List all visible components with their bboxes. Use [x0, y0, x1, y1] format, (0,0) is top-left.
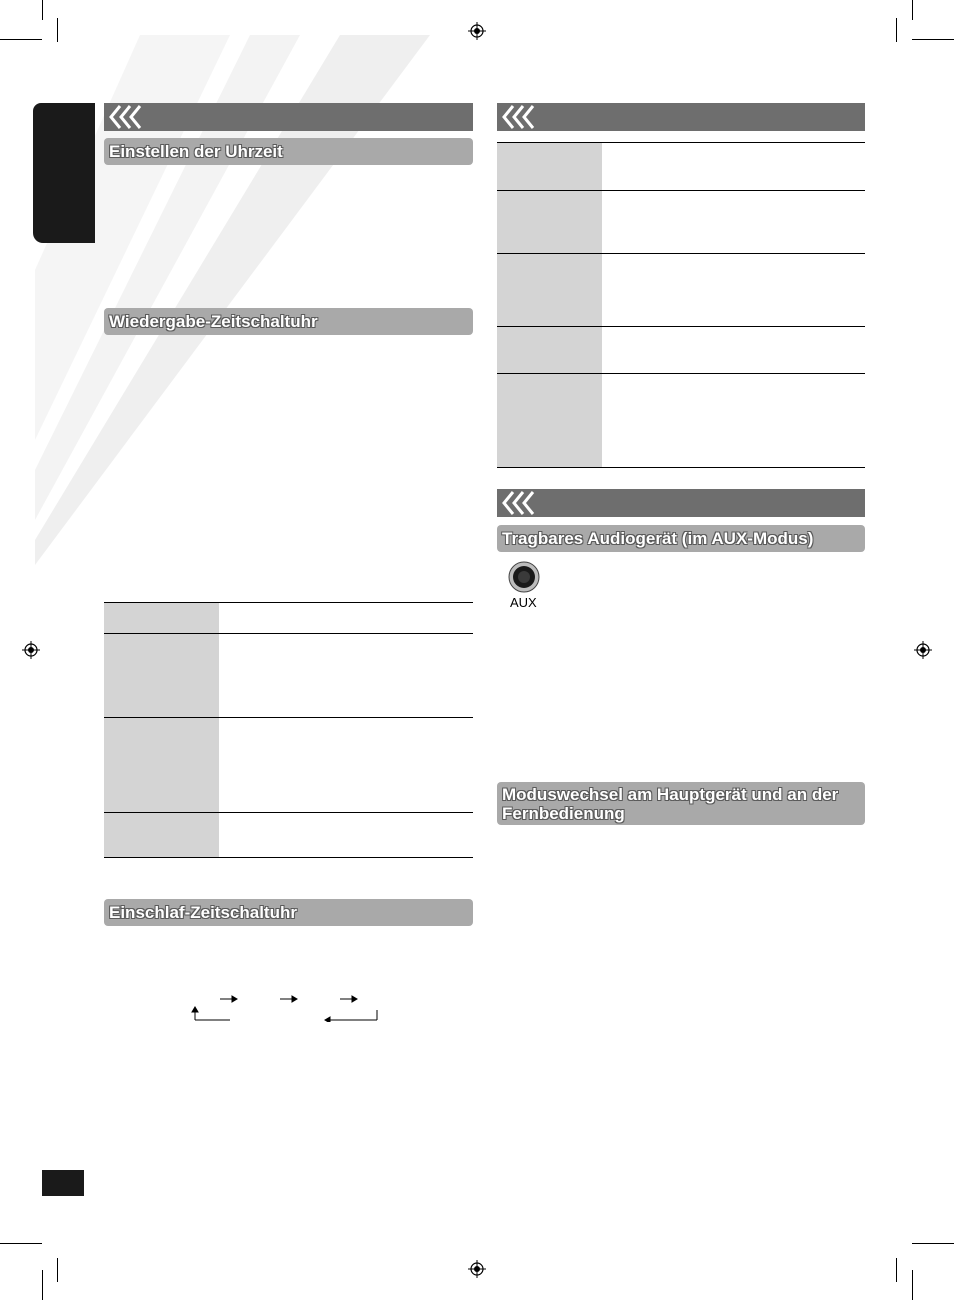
table-cell	[497, 374, 602, 468]
page-number-box	[42, 1170, 84, 1196]
sub-heading-portable-audio: Tragbares Audiogerät (im AUX-Modus)	[497, 525, 865, 552]
section-header-bar	[104, 103, 473, 131]
table-cell	[497, 143, 602, 191]
sub-heading-play-timer: Wiedergabe-Zeitschaltuhr	[104, 308, 473, 335]
aux-jack-icon	[508, 561, 540, 593]
cycle-arrows-diagram	[190, 992, 385, 1022]
crop-mark	[42, 0, 43, 20]
right-table	[497, 142, 865, 468]
table-row	[104, 812, 473, 858]
registration-mark-icon	[914, 641, 932, 659]
table-row	[104, 633, 473, 718]
table-row	[497, 373, 865, 468]
registration-mark-icon	[22, 641, 40, 659]
table-row	[497, 142, 865, 191]
table-cell	[497, 327, 602, 374]
crop-mark	[896, 18, 897, 42]
chevron-left-triple-icon	[501, 489, 541, 517]
table-bottom-rule	[497, 467, 865, 468]
table-cell	[104, 634, 219, 718]
table-row	[104, 602, 473, 634]
registration-mark-icon	[468, 1260, 486, 1278]
crop-mark	[0, 39, 42, 40]
table-cell	[497, 254, 602, 327]
registration-mark-icon	[468, 22, 486, 40]
table-row	[497, 253, 865, 327]
table-row	[104, 717, 473, 813]
crop-mark	[0, 1243, 42, 1244]
crop-mark	[912, 1243, 954, 1244]
table-cell	[104, 718, 219, 813]
crop-mark	[912, 39, 954, 40]
crop-mark	[42, 1270, 43, 1300]
aux-label: AUX	[510, 595, 537, 610]
table-cell	[104, 813, 219, 858]
crop-mark	[912, 0, 913, 20]
table-cell	[104, 603, 219, 634]
table-cell	[497, 191, 602, 254]
section-header-bar	[497, 489, 865, 517]
sub-heading-mode-switch: Moduswechsel am Hauptgerät und an der Fernbedienung	[497, 782, 865, 825]
crop-mark	[57, 18, 58, 42]
crop-mark	[896, 1258, 897, 1282]
sub-heading-clock: Einstellen der Uhrzeit	[104, 138, 473, 165]
left-table	[104, 602, 473, 858]
table-row	[497, 190, 865, 254]
table-row	[497, 326, 865, 374]
crop-mark	[57, 1258, 58, 1282]
language-side-tab	[33, 103, 95, 243]
section-header-bar	[497, 103, 865, 131]
sub-heading-sleep-timer: Einschlaf-Zeitschaltuhr	[104, 899, 473, 926]
chevron-left-triple-icon	[501, 103, 541, 131]
table-bottom-rule	[104, 857, 473, 858]
crop-mark	[912, 1270, 913, 1300]
chevron-left-triple-icon	[108, 103, 148, 131]
